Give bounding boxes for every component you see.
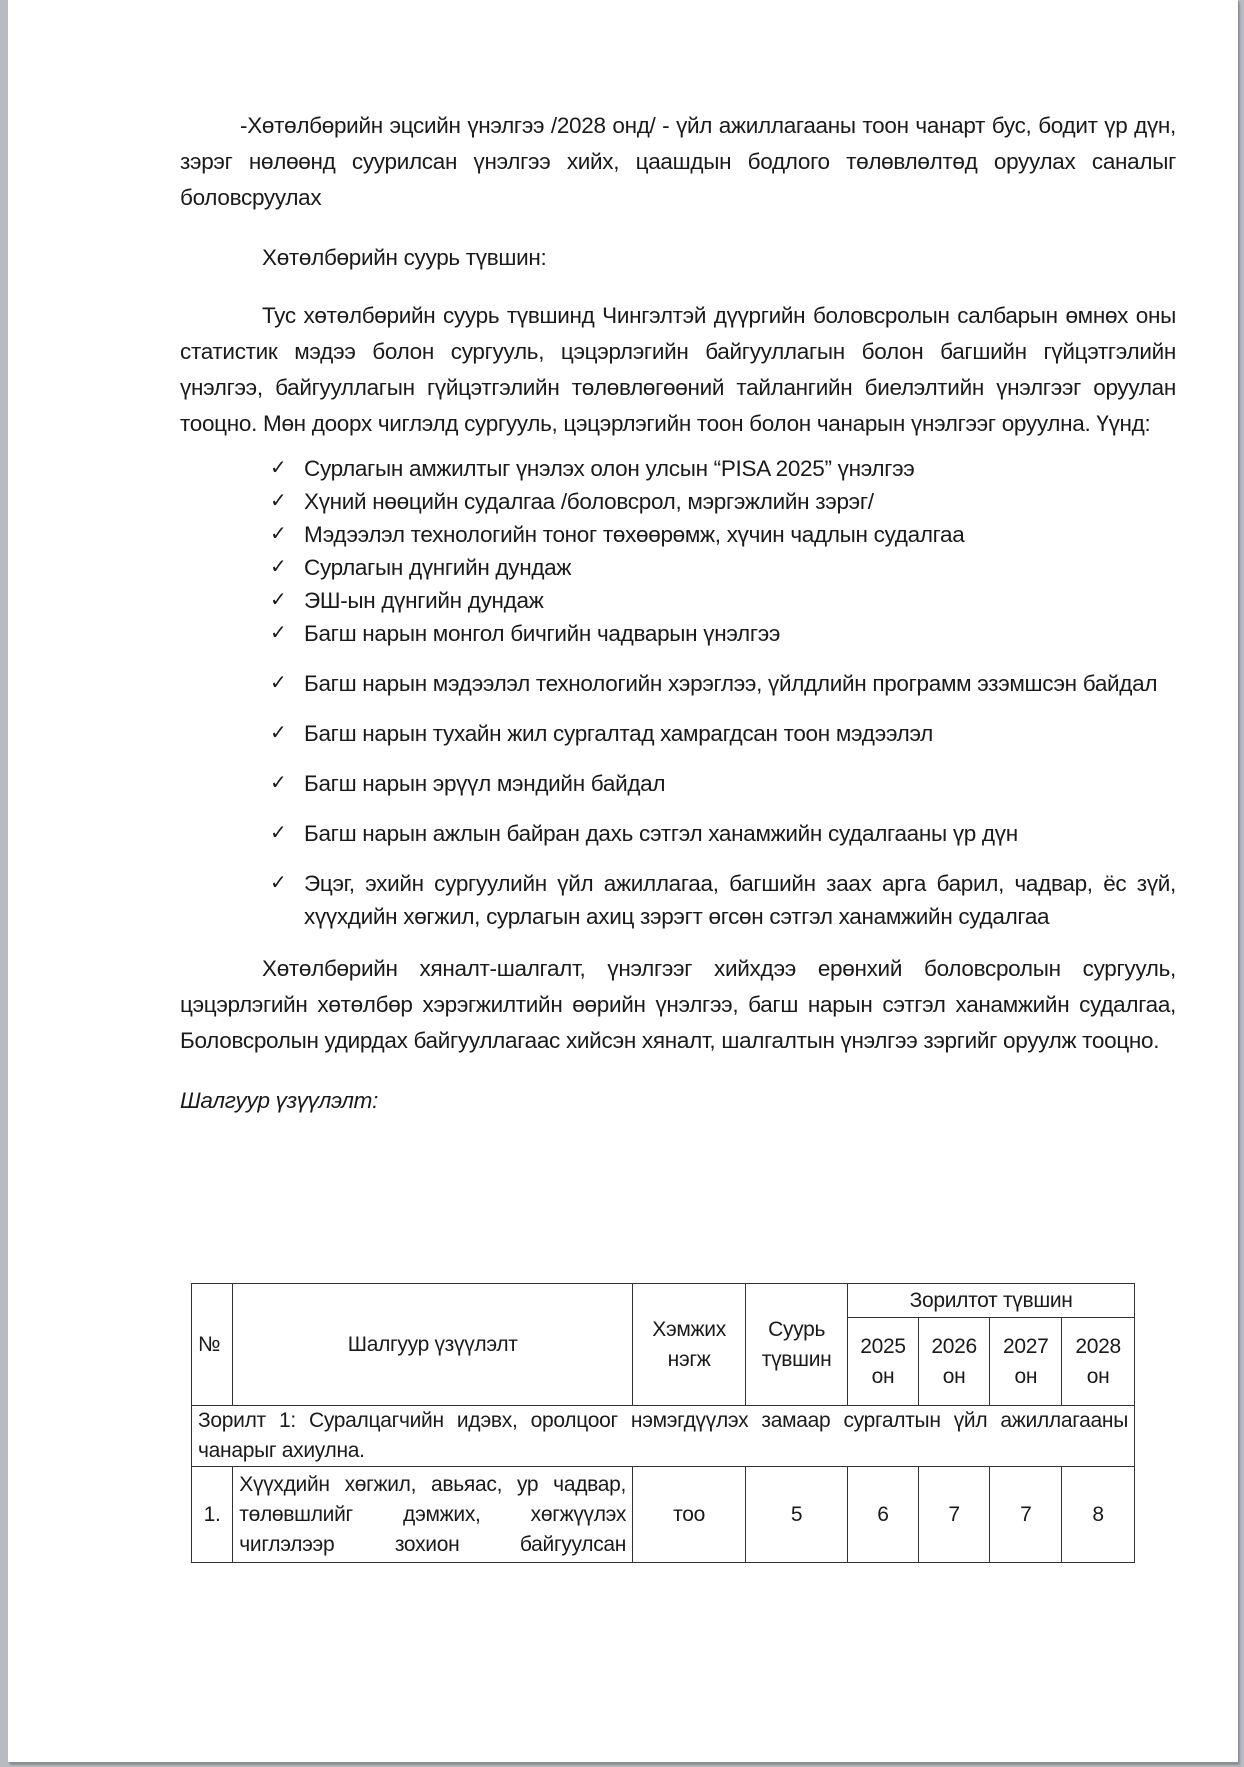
check-icon: ✓ xyxy=(270,872,287,894)
check-icon: ✓ xyxy=(270,672,287,694)
header-baseline: Суурь түвшин xyxy=(746,1284,848,1406)
row-target-2028: 8 xyxy=(1062,1467,1135,1563)
checklist-item: ✓ Багш нарын ажлын байран дахь сэтгэл ханамжийн судалгааны үр дүн xyxy=(270,817,1176,850)
check-icon: ✓ xyxy=(270,822,287,844)
checklist-item: ✓ Багш нарын эрүүл мэндийн байдал xyxy=(270,767,1176,800)
header-year-2028: 2028 он xyxy=(1062,1318,1135,1406)
checklist-item: ✓ Багш нарын монгол бичгийн чадварын үнэлгээ xyxy=(270,617,1176,650)
table-header-row xyxy=(192,1284,1135,1318)
row-no: 1. xyxy=(192,1467,233,1563)
check-icon: ✓ xyxy=(270,622,287,644)
paragraph-baseline: Тус хөтөлбөрийн суурь түвшинд Чингэлтэй дүүргийн боловсролын салбарын өмнөх оны статистик мэдээ болон сургууль, цэцэрлэгийн байгууллагын болон багшийн гүйцэтгэлийн үнэлгээ, байгууллагын гүйцэтгэлийн төлөвлөгөөний тайлангийн биелэлтийн үнэлгээг оруулан тооцно. Мөн доорх чиглэлд сургууль, цэцэрлэгийн тоон болон чанарын үнэлгээг оруулна. Үүнд: xyxy=(180,303,1176,436)
row-target-2025: 6 xyxy=(848,1467,919,1563)
checklist-item: ✓ Мэдээлэл технологийн тоног төхөөрөмж, хүчин чадлын судалгаа xyxy=(270,518,1176,551)
checklist-item: ✓ Багш нарын тухайн жил сургалтад хамрагдсан тоон мэдээлэл xyxy=(270,717,1176,750)
goal-row xyxy=(192,1406,1135,1467)
check-icon: ✓ xyxy=(270,457,287,479)
row-indicator: Хүүхдийн хөгжил, авьяас, ур чадвар, төлөвшлийг дэмжих, хөгжүүлэх чиглэлээр зохион байгуулсан xyxy=(233,1467,633,1563)
check-icon: ✓ xyxy=(270,523,287,545)
paragraph-monitoring: Хөтөлбөрийн хяналт-шалгалт, үнэлгээг хийхдээ ерөнхий боловсролын сургууль, цэцэрлэгийн хөтөлбөр хэрэгжилтийн өөрийн үнэлгээ, багш нарын сэтгэл ханамжийн судалгаа, Боловсролын удирдах байгууллагаас хийсэн хяналт, шалгалтын үнэлгээ зэргийг оруулж тооцно. xyxy=(180,956,1176,1053)
paragraph-final-evaluation: -Хөтөлбөрийн эцсийн үнэлгээ /2028 онд/ - үйл ажиллагааны тоон чанарт бус, бодит үр дүн, зэрэг нөлөөнд суурилсан үнэлгээ хийх, цаашдын бодлого төлөвлөлтөд оруулах саналыг боловсруулах xyxy=(180,113,1176,210)
row-unit: тоо xyxy=(633,1467,746,1563)
header-unit: Хэмжих нэгж xyxy=(633,1284,746,1406)
header-year-2025: 2025 он xyxy=(848,1318,919,1406)
checklist-item: ✓ Багш нарын мэдээлэл технологийн хэрэглээ, үйлдлийн программ эзэмшсэн байдал xyxy=(270,667,1176,700)
row-target-2027: 7 xyxy=(990,1467,1062,1563)
checklist-item: ✓ ЭШ-ын дүнгийн дундаж xyxy=(270,584,1176,617)
row-target-2026: 7 xyxy=(918,1467,990,1563)
baseline-checklist xyxy=(180,452,1176,933)
table-row xyxy=(192,1467,1135,1563)
criteria-title: Шалгуур үзүүлэлт: xyxy=(180,1088,379,1113)
check-icon: ✓ xyxy=(270,772,287,794)
header-indicator: Шалгуур үзүүлэлт xyxy=(233,1284,633,1406)
header-year-2027: 2027 он xyxy=(990,1318,1062,1406)
header-no: № xyxy=(192,1284,233,1406)
check-icon: ✓ xyxy=(270,589,287,611)
header-target-level: Зорилтот түвшин xyxy=(848,1284,1135,1318)
criteria-table xyxy=(191,1283,1135,1563)
checklist-item: ✓ Сурлагын амжилтыг үнэлэх олон улсын “PISA 2025” үнэлгээ xyxy=(270,452,1176,485)
checklist-item: ✓ Хүний нөөцийн судалгаа /боловсрол, мэргэжлийн зэрэг/ xyxy=(270,485,1176,518)
header-year-2026: 2026 он xyxy=(918,1318,990,1406)
heading-baseline: Хөтөлбөрийн суурь түвшин: xyxy=(262,245,547,270)
goal-1: Зорилт 1: Суралцагчийн идэвх, оролцоог нэмэгдүүлэх замаар сургалтын үйл ажиллагааны чанарыг ахиулна. xyxy=(192,1406,1135,1467)
check-icon: ✓ xyxy=(270,490,287,512)
checklist-item: ✓ Эцэг, эхийн сургуулийн үйл ажиллагаа, багшийн заах арга барил, чадвар, ёс зүй, хүүхдийн хөгжил, сурлагын ахиц зэрэгт өгсөн сэтгэл ханамжийн судалгаа xyxy=(270,867,1176,933)
checklist-item: ✓ Сурлагын дүнгийн дундаж xyxy=(270,551,1176,584)
row-baseline: 5 xyxy=(746,1467,848,1563)
check-icon: ✓ xyxy=(270,722,287,744)
document-body xyxy=(180,108,1176,1131)
check-icon: ✓ xyxy=(270,556,287,578)
